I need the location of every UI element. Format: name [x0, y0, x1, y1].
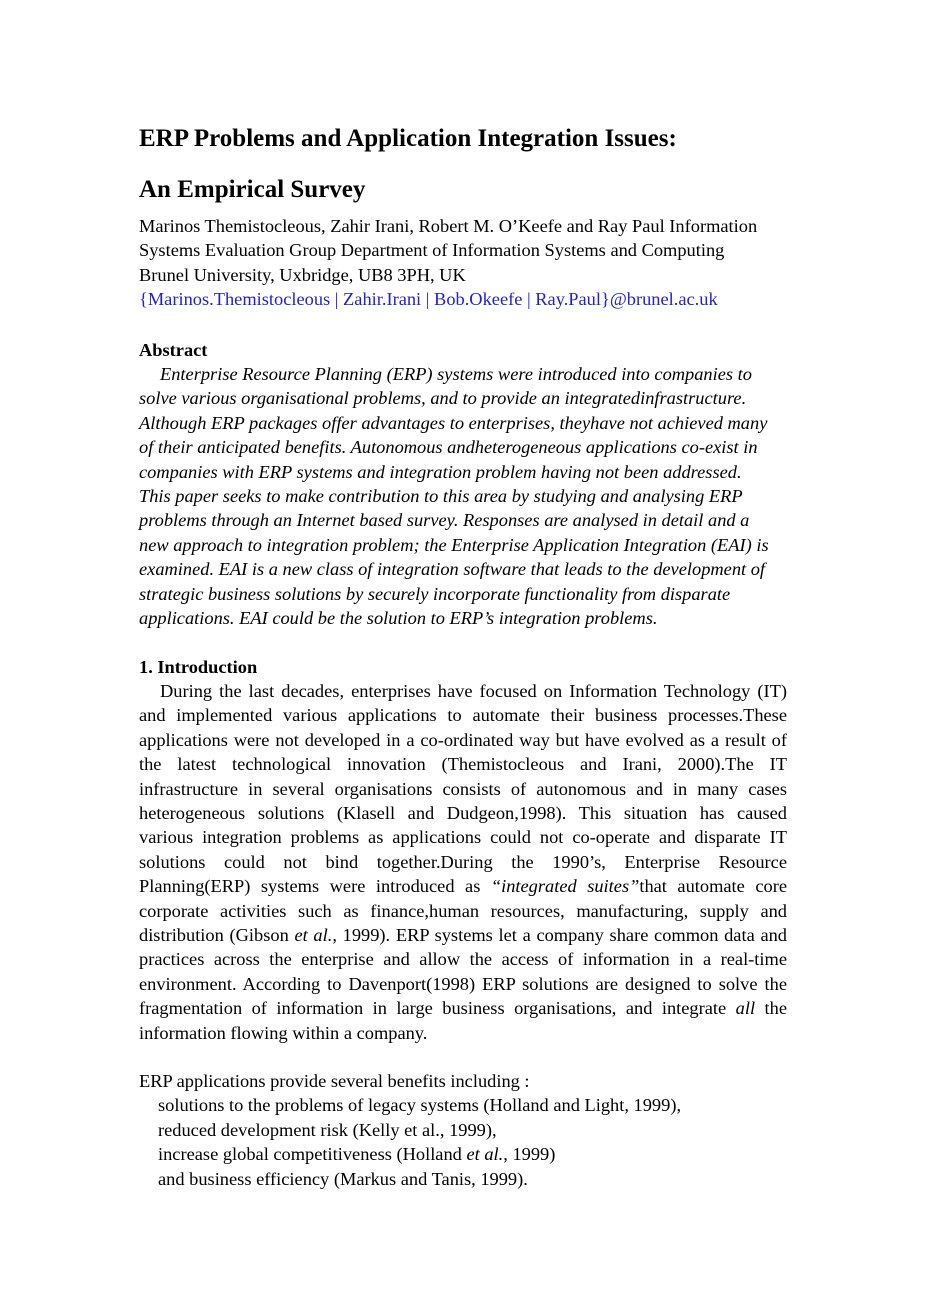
page [139, 124, 787, 1191]
text-line: reduced development risk (Kelly et al., 1999), [158, 1119, 497, 1140]
text-line: fragmentation of information in large business organisations, and integrate all the [139, 998, 787, 1019]
email-link[interactable]: {Marinos.Themistocleous | Zahir.Irani | Bob.Okeefe | Ray.Paul}@brunel.ac.uk [139, 289, 718, 310]
text-line: information flowing within a company. [139, 1022, 428, 1043]
text-line: various integration problems as applications could not co-operate and disparate IT [139, 827, 787, 848]
text-line: Although ERP packages offer advantages to enterprises, theyhave not achieved many [139, 412, 768, 433]
italic-text: et al. [294, 924, 333, 945]
text-line: Marinos Themistocleous, Zahir Irani, Robert M. O’Keefe and Ray Paul Information [139, 216, 758, 236]
text-line: solutions to the problems of legacy systems (Holland and Light, 1999), [158, 1095, 682, 1116]
text-line: During the last decades, enterprises have focused on Information Technology (IT) [160, 680, 787, 701]
text-line: of their anticipated benefits. Autonomous andheterogeneous applications co-exist in [139, 437, 758, 458]
text-line: Enterprise Resource Planning (ERP) systems were introduced into companies to [160, 364, 752, 385]
text-line: and implemented various applications to automate their business processes.These [139, 705, 787, 726]
text-line: applications were not developed in a co-ordinated way but have evolved as a result of [139, 729, 787, 750]
text-line: Brunel University, Uxbridge, UB8 3PH, UK [139, 264, 466, 285]
abstract-heading: Abstract [139, 339, 208, 360]
text-line: This paper seeks to make contribution to this area by studying and analysing ERP [139, 486, 743, 507]
text-line: new approach to integration problem; the Enterprise Application Integration (EAI) is [139, 534, 769, 555]
italic-text: all [735, 998, 756, 1019]
text-line: strategic business solutions by securely incorporate functionality from disparate [139, 583, 731, 604]
text-line: practices across the enterprise and allow the access of information in a real-time [139, 949, 787, 970]
text-line: and business efficiency (Markus and Tanis, 1999). [158, 1168, 528, 1189]
text-line: companies with ERP systems and integration problem having not been addressed. [139, 461, 742, 482]
author-affiliation-block [139, 214, 787, 287]
text-line: distribution (Gibson et al., 1999). ERP systems let a company share common data and [139, 924, 787, 945]
text-line: solve various organisational problems, and to provide an integratedinfrastructure. [139, 388, 747, 409]
text-line: applications. EAI could be the solution to ERP’s integration problems. [139, 608, 658, 629]
section-heading-introduction: 1. Introduction [139, 656, 258, 677]
text-line: corporate activities such as finance,human resources, manufacturing, supply and [139, 900, 787, 921]
text-line: solutions could not bind together.During the 1990’s, Enterprise Resource [139, 851, 787, 872]
text-line: examined. EAI is a new class of integration software that leads to the development of [139, 559, 766, 580]
paper-title-line-1: ERP Problems and Application Integration Issues: [139, 125, 677, 152]
text-line: problems through an Internet based survey. Responses are analysed in detail and a [139, 510, 750, 531]
text-line: environment. According to Davenport(1998) ERP solutions are designed to solve the [139, 973, 787, 994]
paper-title-line-2: An Empirical Survey [139, 176, 366, 203]
text-line: heterogeneous solutions (Klasell and Dudgeon,1998). This situation has caused [139, 802, 787, 823]
text-line: infrastructure in several organisations consists of autonomous and in many cases [139, 778, 787, 799]
text-line: Systems Evaluation Group Department of Information Systems and Computing [139, 240, 725, 261]
italic-text: “integrated suites” [490, 876, 640, 897]
benefits-lead: ERP applications provide several benefits including : [139, 1071, 530, 1091]
benefits-list [139, 1093, 787, 1191]
italic-text: et al. [466, 1144, 504, 1165]
text-line: Planning(ERP) systems were introduced as “integrated suites”that automate core [139, 876, 787, 897]
introduction-body [139, 679, 787, 1045]
abstract-body [139, 362, 787, 630]
text-line: increase global competitiveness (Holland et al., 1999) [158, 1144, 556, 1165]
text-line: the latest technological innovation (Themistocleous and Irani, 2000).The IT [139, 754, 787, 775]
